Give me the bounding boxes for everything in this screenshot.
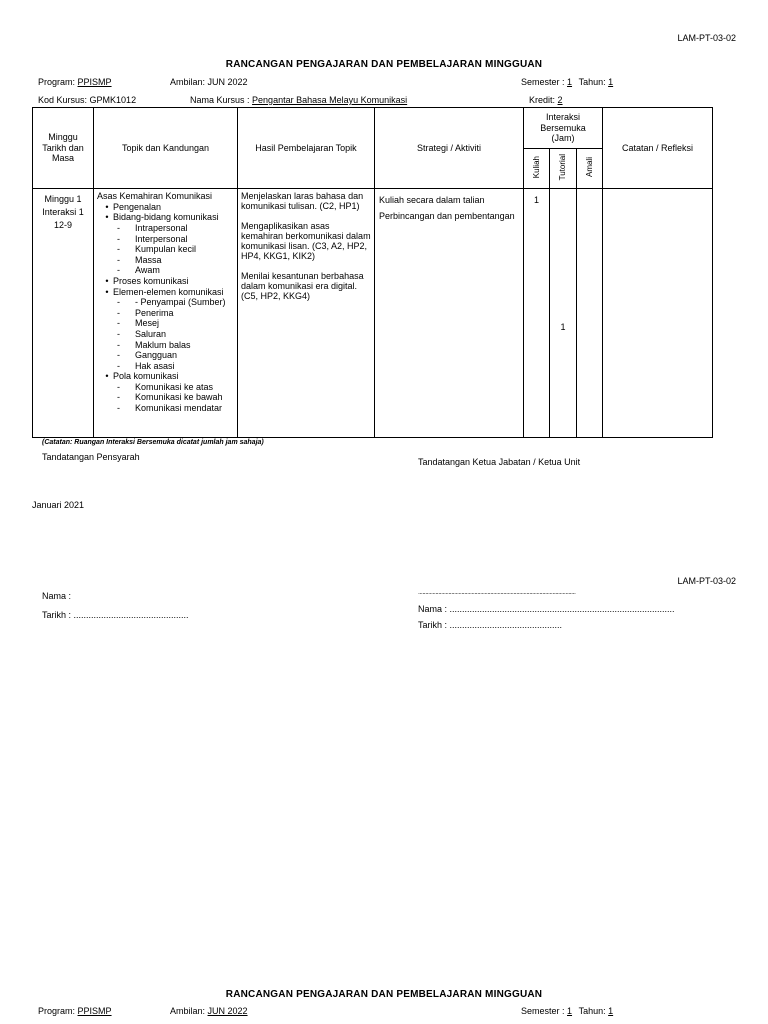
topik-sub-item: - - Penyampai (Sumber) [97,297,234,308]
tahun-value: 1 [608,77,614,87]
hasil-item: Menilai kesantunan berbahasa dalam komunikasi era digital. (C5, HP2, KKG4) [241,271,364,301]
cell-strategi [375,189,524,438]
topik-sub-item: - Komunikasi mendatar [97,403,234,414]
tt-pensyarah: Tandatangan Pensyarah [42,452,140,462]
topik-sub-item: - Gangguan [97,350,234,361]
topik-sub-item: - Komunikasi ke bawah [97,392,234,403]
tahun-value: 1 [608,1006,614,1016]
hasil-item: Mengaplikasikan asas kemahiran berkomunikasi dalam komunikasi lisan. (C3, A2, HP2, HP4, KKG1, KIK2) [241,221,371,261]
topik-sub-item: - Awam [97,265,234,276]
header-tutorial: Tutorial [550,149,577,189]
header-interaksi: Interaksi Bersemuka (Jam) [524,108,603,149]
nama-right: Nama : .......................................................................................... [418,604,675,614]
ambilan-label: Ambilan: [170,1006,206,1016]
cell-amali [577,189,603,438]
topik-sub-item: - Penerima [97,308,234,319]
tahun-label: Tahun: [578,77,606,87]
nama-kursus-field [190,95,407,106]
minggu-text: Minggu 1 [44,194,82,204]
topik-sub-item: - Hak asasi [97,361,234,372]
program-label: Program: [38,77,76,87]
kod-value: GPMK1012 [89,95,137,105]
nama-kursus-label: Nama Kursus : [190,95,250,105]
header-strategi: Strategi / Aktiviti [375,108,524,189]
cell-topik [94,189,238,438]
header-hasil: Hasil Pembelajaran Topik [238,108,375,189]
strategi-item: Perbincangan dan pembentangan [379,210,515,221]
cell-minggu [33,189,94,438]
ambilan-label: Ambilan: [170,77,206,87]
topik-sub-item: - Intrapersonal [97,223,234,234]
topik-sub-item: - Interpersonal [97,234,234,245]
strategi-item: Kuliah secara dalam talian [379,195,485,205]
program-field [38,77,112,88]
header-amali: Amali [577,149,603,189]
hasil-item: Menjelaskan laras bahasa dan komunikasi tulisan. (C2, HP1) [241,191,364,211]
header-minggu: Minggu Tarikh dan Masa [33,108,94,189]
semester-value: 1 [567,77,573,87]
sig-line-right: ............................................................................................................. [418,589,576,596]
tt-ketua: Tandatangan Ketua Jabatan / Ketua Unit [418,457,581,467]
topik-bullet-item: • Elemen-elemen komunikasi [97,287,234,298]
catatan-note: (Catatan: Ruangan Interaksi Bersemuka dicatat jumlah jam sahaja) [42,439,264,446]
topik-bullet-item: • Bidang-bidang komunikasi [97,212,234,223]
tarikh-right: Tarikh : ............................................. [418,620,563,630]
topik-sub-item: - Kumpulan kecil [97,244,234,255]
topik-heading: Asas Kemahiran Komunikasi [97,191,213,201]
semester-label: Semester : [521,77,565,87]
semester-field [521,77,613,88]
program-field-2 [38,1006,112,1017]
ambilan-value: JUN 2022 [207,1006,248,1016]
topik-sub-item: - Komunikasi ke atas [97,382,234,393]
nama-kursus-value: Pengantar Bahasa Melayu Komunikasi [252,95,408,105]
ambilan-value: JUN 2022 [207,77,248,87]
kod-field [38,95,136,106]
header-kuliah: Kuliah [524,149,550,189]
topik-bullet-item: • Pengenalan [97,202,234,213]
interaksi-text: Interaksi 1 [42,207,84,217]
kredit-field [529,95,563,106]
kuliah-jam: 1 [533,195,539,205]
topik-sub-item: - Saluran [97,329,234,340]
cell-catatan [603,189,713,438]
semester-label: Semester : [521,1006,565,1016]
doc-code-2: LAM-PT-03-02 [677,576,736,586]
kredit-value: 2 [557,95,563,105]
kredit-label: Kredit: [529,95,556,105]
doc-code: LAM-PT-03-02 [677,33,736,43]
ambilan-field [170,77,248,88]
topik-list [97,202,234,414]
program-value: PPISMP [77,77,112,87]
tarikh-text: 12-9 [53,220,72,230]
header-topik: Topik dan Kandungan [94,108,238,189]
program-label: Program: [38,1006,76,1016]
header-catatan: Catatan / Refleksi [603,108,713,189]
tarikh-left: Tarikh : .............................................. [42,610,189,620]
rpp-table [32,107,713,438]
tahun-label: Tahun: [578,1006,606,1016]
semester-field-2 [521,1006,613,1017]
cell-kuliah [524,189,550,438]
nama-left: Nama : [42,591,72,601]
tutorial-jam: 1 [560,322,566,332]
page-title: RANCANGAN PENGAJARAN DAN PEMBELAJARAN MINGGUAN [225,59,543,70]
cell-hasil [238,189,375,438]
date-left: Januari 2021 [32,500,85,510]
topik-bullet-item: • Proses komunikasi [97,276,234,287]
program-value: PPISMP [77,1006,112,1016]
topik-sub-item: - Massa [97,255,234,266]
kod-label: Kod Kursus: [38,95,88,105]
topik-bullet-item: • Pola komunikasi [97,371,234,382]
page-title-2: RANCANGAN PENGAJARAN DAN PEMBELAJARAN MINGGUAN [225,989,543,1000]
semester-value: 1 [567,1006,573,1016]
topik-sub-item: - Mesej [97,318,234,329]
ambilan-field-2 [170,1006,248,1017]
topik-sub-item: - Maklum balas [97,340,234,351]
cell-tutorial [550,189,577,438]
